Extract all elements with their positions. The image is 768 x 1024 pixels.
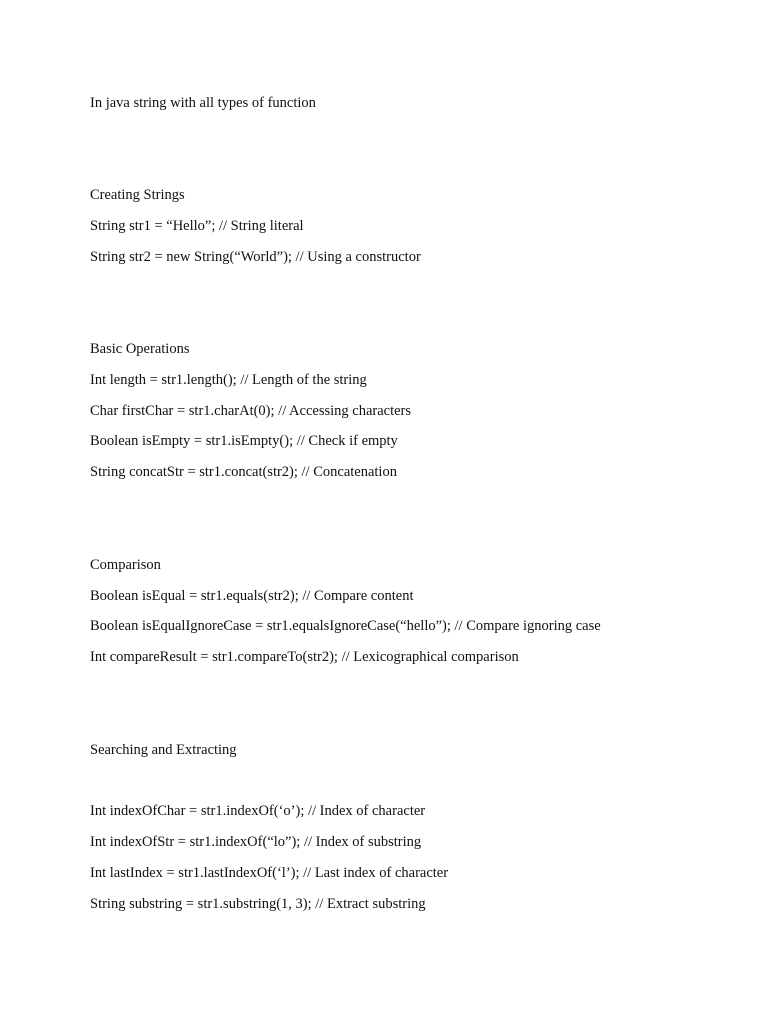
code-line: Int lastIndex = str1.lastIndexOf(‘l’); // Last index of character: [90, 865, 449, 881]
code-line: String substring = str1.substring(1, 3); // Extract substring: [90, 896, 426, 912]
document-title: In java string with all types of function: [90, 95, 316, 111]
code-line: Char firstChar = str1.charAt(0); // Accessing characters: [90, 403, 412, 419]
section-heading-basic-operations: Basic Operations: [90, 341, 190, 357]
section-heading-creating-strings: Creating Strings: [90, 187, 185, 203]
code-line: Int indexOfChar = str1.indexOf(‘o’); // Index of character: [90, 803, 426, 819]
code-line: Boolean isEmpty = str1.isEmpty(); // Check if empty: [90, 433, 398, 449]
code-line: Int compareResult = str1.compareTo(str2); // Lexicographical comparison: [90, 649, 519, 665]
code-line: Int indexOfStr = str1.indexOf(“lo”); // Index of substring: [90, 834, 422, 850]
code-line: Boolean isEqualIgnoreCase = str1.equalsIgnoreCase(“hello”); // Compare ignoring case: [90, 618, 601, 634]
code-line: Int length = str1.length(); // Length of the string: [90, 372, 367, 388]
code-line: String str1 = “Hello”; // String literal: [90, 218, 304, 234]
code-line: Boolean isEqual = str1.equals(str2); // Compare content: [90, 588, 414, 604]
code-line: String concatStr = str1.concat(str2); // Concatenation: [90, 464, 397, 480]
section-heading-comparison: Comparison: [90, 557, 161, 573]
code-line: String str2 = new String(“World”); // Using a constructor: [90, 249, 421, 265]
section-heading-searching-and-extracting: Searching and Extracting: [90, 742, 237, 758]
